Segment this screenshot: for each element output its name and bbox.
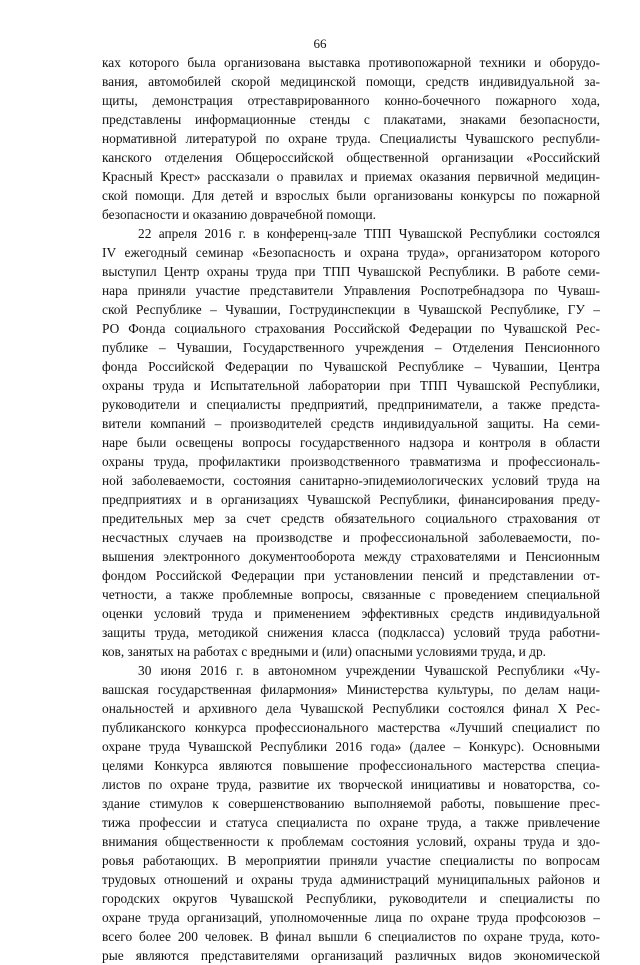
text-line: фонда Российской Федерации по Чувашской Республике – Чувашии, Центра (102, 359, 600, 374)
text-line: ской помощи. Для детей и взрослых были организованы конкурсы по пожарной (102, 188, 600, 203)
text-line: 30 июня 2016 г. в автономном учреждении Чувашской Республики «Чу- (138, 663, 600, 678)
text-line: охране труда организаций, уполномоченные лица по охране труда профсоюзов – (102, 910, 600, 925)
text-line: ональностей и архивного дела Чувашской Республики состоялся финал X Рес- (102, 701, 600, 716)
text-line: ровья работающих. В мероприятии приняли участие специалисты по вопросам (102, 853, 600, 868)
text-line: целями Конкурса являются повышение профессионального мастерства специа- (102, 758, 600, 773)
text-line: здание стимулов к совершенствованию выполняемой работы, повышение прес- (102, 796, 600, 811)
text-line: листов по охране труда, развитие их творческой инициативы и новаторства, со- (102, 777, 600, 792)
text-line: ках которого была организована выставка противопожарной техники и оборудо- (102, 55, 600, 70)
text-line: публике – Чувашии, Государственного учреждения – Отделения Пенсионного (102, 340, 600, 355)
text-line: руководители и специалисты предприятий, предприниматели, а также предста- (102, 397, 600, 412)
text-line: четности, а также проблемные вопросы, связанные с проведением специальной (102, 587, 600, 602)
text-line: ской Республике – Чувашии, Гострудинспекции в Чувашской Республике, ГУ – (102, 302, 600, 317)
text-line: фондом Российской Федерации при установлении пенсий и представлении от- (102, 568, 600, 583)
text-line: защиты труда, методикой снижения класса (подкласса) условий труда работни- (102, 625, 600, 640)
text-line: Красный Крест» рассказали о правилах и приемах оказания первичной медицин- (102, 169, 600, 184)
text-line: выступил Центр охраны труда при ТПП Чувашской Республики. В работе семи- (102, 264, 600, 279)
text-line: рые являются представителями организаций различных видов экономической (102, 948, 600, 963)
text-line: канского отделения Общероссийской общественной организации «Российский (102, 150, 600, 165)
text-line: нормативной литературой по охране труда. Специалисты Чувашского республи- (102, 131, 600, 146)
page-number: 66 (313, 36, 327, 51)
text-line: ной заболеваемости, состояния санитарно-эпидемиологических условий труда на (102, 473, 600, 488)
text-line: охране труда Чувашской Республики 2016 года» (далее – Конкурс). Основными (102, 739, 600, 754)
text-line: наре были освещены вопросы государственного надзора и контроля в области (102, 435, 600, 450)
text-line: трудовых отношений и охраны труда администраций муниципальных районов и (102, 872, 600, 887)
text-line: ков, занятых на работах с вредными и (или) опасными условиями труда, и др. (102, 644, 547, 659)
text-line: несчастных случаев на производстве и профессиональной заболеваемости, по- (102, 530, 600, 545)
text-line: IV ежегодный семинар «Безопасность и охрана труда», организатором которого (102, 245, 600, 260)
text-line: вышения электронного документооборота между страхователями и Пенсионным (102, 549, 600, 564)
text-line: оценки условий труда и применением эффективных средств индивидуальной (102, 606, 600, 621)
text-line: безопасности и оказанию доврачебной помощи. (102, 207, 376, 222)
text-line: тижа профессии и статуса специалиста по охране труда, а также привлечение (102, 815, 600, 830)
text-line: нара приняли участие представители Управления Роспотребнадзора по Чуваш- (102, 283, 600, 298)
text-line: городских округов Чувашской Республики, руководители и специалисты по (102, 891, 600, 906)
text-line: внимания общественности к проблемам состояния условий, охраны труда и здо- (102, 834, 600, 849)
text-line: предприятиях и в организациях Чувашской Республики, финансирования преду- (102, 492, 600, 507)
text-line: щиты, демонстрация отреставрированного конно-бочечного пожарного хода, (102, 93, 600, 108)
text-line: вители компаний – производителей средств индивидуальной защиты. На семи- (102, 416, 600, 431)
text-line: охраны труда, профилактики производственного травматизма и профессиональ- (102, 454, 600, 469)
text-line: вашская государственная филармония» Министерства культуры, по делам наци- (102, 682, 600, 697)
body-text (102, 53, 600, 965)
text-line: вания, автомобилей скорой медицинской помощи, средств индивидуальной за- (102, 74, 600, 89)
text-line: РО Фонда социального страхования Российской Федерации по Чувашской Рес- (102, 321, 600, 336)
text-line: 22 апреля 2016 г. в конференц-зале ТПП Чувашской Республики состоялся (138, 226, 600, 241)
text-line: публиканского конкурса профессионального мастерства «Лучший специалист по (102, 720, 600, 735)
text-line: предительных мер за счет средств обязательного социального страхования от (102, 511, 600, 526)
text-line: представлены информационные стенды с плакатами, знаками безопасности, (102, 112, 600, 127)
text-line: всего более 200 человек. В финал вышли 6 специалистов по охране труда, кото- (102, 929, 600, 944)
text-line: охраны труда и Испытательной лаборатории при ТПП Чувашской Республики, (102, 378, 600, 393)
